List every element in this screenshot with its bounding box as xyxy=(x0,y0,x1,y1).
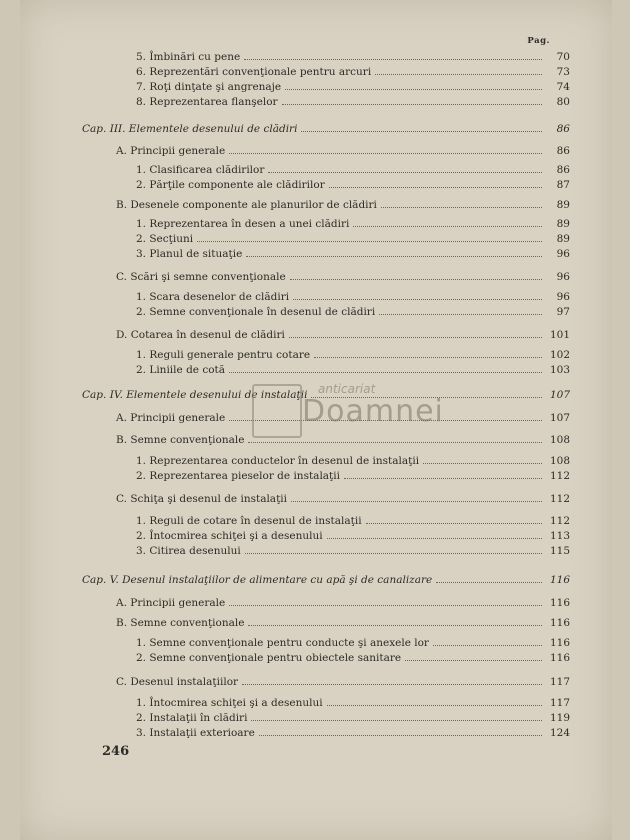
section-entry xyxy=(116,675,570,689)
dot-leader xyxy=(197,232,542,242)
toc-entry-page: 116 xyxy=(549,617,570,629)
chapter-entry xyxy=(82,122,570,136)
dot-leader xyxy=(291,492,542,502)
toc-entry-label: 2. Semne convenţionale în desenul de clădiri xyxy=(136,306,376,318)
toc-entry-label: 1. Întocmirea schiţei şi a desenului xyxy=(136,697,323,709)
toc-entry xyxy=(136,363,570,377)
chapter-entry xyxy=(82,573,570,587)
section-entry xyxy=(116,198,570,212)
watermark-book-icon xyxy=(252,384,302,438)
toc-entry-page: 112 xyxy=(549,470,570,482)
toc-entry-page: 113 xyxy=(549,530,570,542)
toc-entry-label: 2. Întocmirea schiţei şi a desenului xyxy=(136,530,323,542)
section-label: B. Semne convenţionale xyxy=(116,434,245,446)
page-column-header: Pag. xyxy=(527,36,550,46)
section-entry xyxy=(116,270,570,284)
chapter-label: Cap. IV. Elementele desenului de instalaţii xyxy=(82,389,308,401)
toc-entry-page: 108 xyxy=(549,455,570,467)
toc-entry xyxy=(136,529,570,543)
toc-entry xyxy=(136,163,570,177)
dot-leader xyxy=(301,122,542,132)
toc-entry-page: 70 xyxy=(556,51,570,63)
dot-leader xyxy=(251,711,542,721)
toc-entry xyxy=(136,305,570,319)
toc-entry-page: 86 xyxy=(556,123,570,135)
toc-entry xyxy=(136,178,570,192)
toc-entry xyxy=(136,80,570,94)
toc-entry-page: 97 xyxy=(556,306,570,318)
toc-entry-page: 96 xyxy=(556,248,570,260)
toc-entry-page: 116 xyxy=(549,574,570,586)
toc-entry-page: 86 xyxy=(556,164,570,176)
toc-entry xyxy=(136,232,570,246)
toc-entry-page: 103 xyxy=(549,364,570,376)
dot-leader xyxy=(327,529,542,539)
toc-entry-label: 1. Clasificarea clădirilor xyxy=(136,164,265,176)
toc-entry xyxy=(136,726,570,740)
page-number: 246 xyxy=(102,744,130,759)
section-label: C. Scări şi semne convenţionale xyxy=(116,271,286,283)
toc-entry xyxy=(136,514,570,528)
dot-leader xyxy=(423,454,542,464)
toc-entry xyxy=(136,544,570,558)
toc-entry-label: 7. Roţi dinţate şi angrenaje xyxy=(136,81,282,93)
toc-entry-label: 2. Secţiuni xyxy=(136,233,194,245)
toc-entry-label: 2. Reprezentarea pieselor de instalaţii xyxy=(136,470,340,482)
toc-entry-label: 1. Scara desenelor de clădiri xyxy=(136,291,290,303)
toc-entry-label: 1. Reprezentarea conductelor în desenul de instalaţii xyxy=(136,455,420,467)
section-label: C. Desenul instalaţiilor xyxy=(116,676,239,688)
toc-entry-page: 115 xyxy=(549,545,570,557)
toc-entry xyxy=(136,636,570,650)
toc-entry-page: 89 xyxy=(556,218,570,230)
toc-entry-label: 3. Citirea desenului xyxy=(136,545,241,557)
toc-entry-page: 96 xyxy=(556,291,570,303)
toc-entry xyxy=(136,50,570,64)
section-entry xyxy=(116,328,570,342)
toc-entry-page: 107 xyxy=(549,412,570,424)
watermark xyxy=(252,382,462,452)
dot-leader xyxy=(436,573,542,583)
toc-entry-label: 1. Reprezentarea în desen a unei clădiri xyxy=(136,218,350,230)
toc-entry-page: 87 xyxy=(556,179,570,191)
toc-entry-label: 2. Liniile de cotă xyxy=(136,364,226,376)
chapter-label: Cap. V. Desenul instalaţiilor de alimentare cu apă şi de canalizare xyxy=(82,574,433,586)
dot-leader xyxy=(293,290,542,300)
section-label: C. Schiţa şi desenul de instalaţii xyxy=(116,493,288,505)
toc-entry-label: 8. Reprezentarea flanşelor xyxy=(136,96,278,108)
toc-entry-page: 117 xyxy=(549,676,570,688)
chapter-label: Cap. III. Elementele desenului de clădiri xyxy=(82,123,298,135)
dot-leader xyxy=(244,50,542,60)
dot-leader xyxy=(248,616,542,626)
toc-entry-page: 116 xyxy=(549,637,570,649)
toc-entry-label: 1. Reguli de cotare în desenul de instalaţii xyxy=(136,515,362,527)
dot-leader xyxy=(259,726,542,736)
toc-entry-label: 2. Părţile componente ale clădirilor xyxy=(136,179,325,191)
toc-entry xyxy=(136,711,570,725)
toc-entry xyxy=(136,95,570,109)
toc-entry xyxy=(136,290,570,304)
toc-entry-page: 108 xyxy=(549,434,570,446)
toc-entry-label: 6. Reprezentări convenţionale pentru arcuri xyxy=(136,66,372,78)
toc-entry xyxy=(136,469,570,483)
section-label: B. Desenele componente ale planurilor de clădiri xyxy=(116,199,377,211)
dot-leader xyxy=(268,163,542,173)
toc-entry-page: 116 xyxy=(549,597,570,609)
toc-entry-label: 1. Reguli generale pentru cotare xyxy=(136,349,311,361)
toc-entry-label: 3. Planul de situaţie xyxy=(136,248,243,260)
toc-entry-page: 112 xyxy=(549,493,570,505)
toc-entry-page: 80 xyxy=(556,96,570,108)
section-entry xyxy=(116,616,570,630)
dot-leader xyxy=(229,144,542,154)
toc-entry-page: 102 xyxy=(549,349,570,361)
toc-entry xyxy=(136,696,570,710)
dot-leader xyxy=(353,217,542,227)
toc-entry-page: 86 xyxy=(556,145,570,157)
section-label: A. Principii generale xyxy=(116,412,226,424)
dot-leader xyxy=(229,363,542,373)
book-page xyxy=(20,0,612,840)
toc-entry-label: 1. Semne convenţionale pentru conducte şi anexele lor xyxy=(136,637,429,649)
toc-entry xyxy=(136,651,570,665)
toc-entry-page: 124 xyxy=(549,727,570,739)
dot-leader xyxy=(246,247,542,257)
watermark-top-text: anticariat xyxy=(318,382,376,396)
dot-leader xyxy=(327,696,542,706)
dot-leader xyxy=(379,305,542,315)
toc-entry xyxy=(136,247,570,261)
toc-entry xyxy=(136,348,570,362)
dot-leader xyxy=(375,65,542,75)
toc-entry-page: 117 xyxy=(549,697,570,709)
toc-entry-page: 89 xyxy=(556,233,570,245)
section-entry xyxy=(116,596,570,610)
dot-leader xyxy=(366,514,542,524)
dot-leader xyxy=(405,651,542,661)
toc-entry-page: 101 xyxy=(549,329,570,341)
toc-entry-page: 119 xyxy=(549,712,570,724)
dot-leader xyxy=(329,178,542,188)
dot-leader xyxy=(433,636,542,646)
section-label: D. Cotarea în desenul de clădiri xyxy=(116,329,285,341)
toc-entry-page: 89 xyxy=(556,199,570,211)
section-label: A. Principii generale xyxy=(116,597,226,609)
section-entry xyxy=(116,492,570,506)
toc-entry-page: 73 xyxy=(556,66,570,78)
toc-entry-page: 107 xyxy=(549,389,570,401)
toc-entry-label: 2. Semne convenţionale pentru obiectele sanitare xyxy=(136,652,402,664)
toc-entry-page: 74 xyxy=(556,81,570,93)
dot-leader xyxy=(344,469,542,479)
toc-entry xyxy=(136,65,570,79)
section-entry xyxy=(116,144,570,158)
dot-leader xyxy=(245,544,542,554)
dot-leader xyxy=(314,348,542,358)
toc-entry xyxy=(136,217,570,231)
dot-leader xyxy=(285,80,542,90)
toc-entry xyxy=(136,454,570,468)
watermark-main-text: Doamnei xyxy=(302,394,444,429)
section-label: B. Semne convenţionale xyxy=(116,617,245,629)
dot-leader xyxy=(242,675,542,685)
toc-entry-page: 112 xyxy=(549,515,570,527)
toc-entry-label: 5. Îmbinări cu pene xyxy=(136,51,241,63)
dot-leader xyxy=(229,596,542,606)
toc-entry-label: 3. Instalaţii exterioare xyxy=(136,727,255,739)
dot-leader xyxy=(381,198,542,208)
dot-leader xyxy=(289,328,542,338)
dot-leader xyxy=(282,95,542,105)
dot-leader xyxy=(290,270,542,280)
toc-entry-page: 116 xyxy=(549,652,570,664)
toc-entry-label: 2. Instalaţii în clădiri xyxy=(136,712,248,724)
section-label: A. Principii generale xyxy=(116,145,226,157)
toc-entry-page: 96 xyxy=(556,271,570,283)
